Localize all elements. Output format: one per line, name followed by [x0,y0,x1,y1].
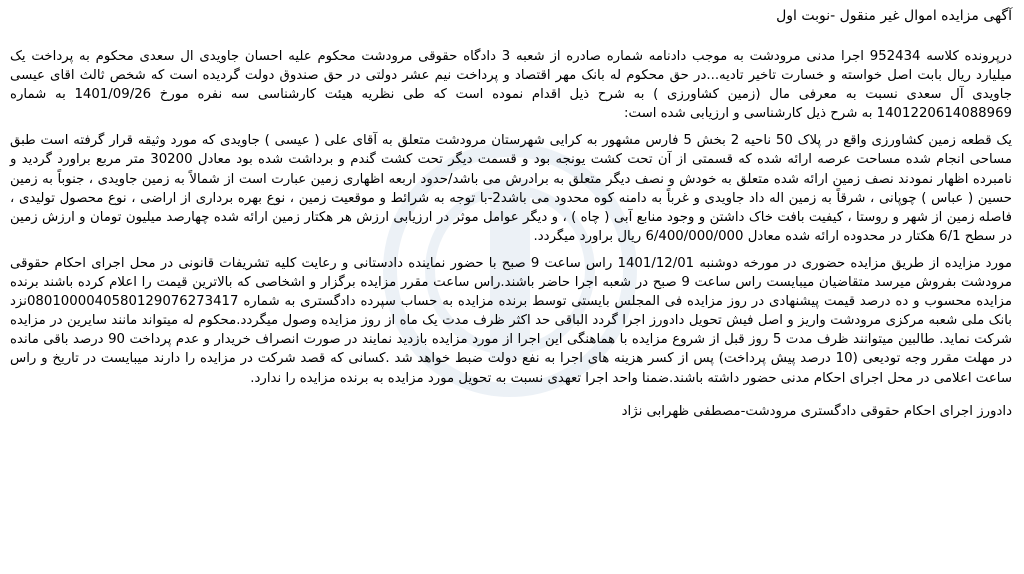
notice-title: آگهی مزایده اموال غیر منقول -نوبت اول [776,8,1012,24]
auction-notice [10,6,1012,574]
notice-signature: دادورز اجرای احکام حقوقی دادگستری مرودشت-مصطفی ظهرابی نژاد [621,403,1012,419]
notice-paragraph-property: یک قطعه زمین کشاورزی واقع در پلاک 50 ناحیه 2 بخش 5 فارس مشهور به کرایی شهرستان مرودشت متعلق به آقای علی ( عیسی ) جاویدی که مورد وثیقه قرار گرفته است طبق مساحی انجام شده مساحت عرصه ارائه شده که قسمتی از آن تحت کشت یونجه بود و قسمت دیگر تحت کشت گندم و برداشت شده بود معادل 30200 متر مربع براورد گردید و نامبرده اظهار نمودند نصف زمین ارائه شده متعلق به خودش و نصف دیگر متعلق به برادرش می باشد/حدود اربعه اظهاری زمین عبارت است از شمالاً به زمین جاویدی ، جنوباً به زمین حسین ( عباس ) چوپانی ، شرقاً به زمین اله داد جاویدی و غرباً به دامنه کوه محدود می باشد2-با توجه به شرائط و موقعیت زمین ، نوع بهره برداری از اراضی ، نوع محصول تولیدی ، فاصله زمین از شهر و روستا ، کیفیت بافت خاک داشتن و وجود منابع آبی ( چاه ) ، و دیگر عوامل موثر در ارزیابی ارزش هر هکتار زمین ارائه شده چهارصد میلیون تومان و ارزش زمین در سطح 6/1 هکتار در محدوده ارائه شده معادل 6/400/000/000 ریال براورد میگردد. [10,133,1013,244]
notice-paragraph-auction-terms: مورد مزایده از طریق مزایده حضوری در مورخه دوشنبه 1401/12/01 راس ساعت 9 صبح با حضور نماینده دادستانی و رعایت کلیه تشریفات قانونی در محل اجرای احکام حقوقی مرودشت بفروش میرسد متقاضیان میبایست راس ساعت 9 صبح در شعبه اجرا حاضر باشند.راس ساعت مقرر مزایده برگزار و اشخاصی که بالاترین قیمت را اعلام کرده باشند برنده مزایده محسوب و ده درصد قیمت پیشنهادی در روز مزایده فی المجلس بایستی توسط برنده مزایده به حساب سپرده دادگستری به شماره 0801000040580129076273417نزد بانک ملی شعبه مرکزی مرودشت واریز و اصل فیش تحویل دادورز اجرا گردد الباقی حد اکثر ظرف مدت یک ماه از روز مزایده وصول میگردد.محکوم له میتواند مانند سایرین در مزایده شرکت نماید. طالبین میتوانند ظرف مدت 5 روز قبل از شروع مزایده با هماهنگی این اجرا از مورد مزایده بازدید نمایند در صورت انصراف خریدار و عدم پرداخت 90 درصد باقی مانده در مهلت مقرر وجه تودیعی (10 درصد پیش پرداخت) پس از کسر هزینه های اجرا به نفع دولت ضبط خواهد شد .کسانی که قصد شرکت در مزایده را دارند میبایست در تاریخ و راس ساعت اعلامی در محل اجرای احکام مدنی حضور داشته باشند.ضمنا واحد اجرا تعهدی نسبت به تحویل مورد مزایده به برنده مزایده را ندارد. [10,255,1012,386]
notice-paragraph-case: درپرونده کلاسه 952434 اجرا مدنی مرودشت به موجب دادنامه شماره صادره از شعبه 3 دادگاه حقوقی مرودشت محکوم علیه احسان جاویدی ال سعدی محکوم به پرداخت یک میلیارد ریال بابت اصل خواسته و خسارت تاخیر تادیه...در حق محکوم له بانک مهر اقتصاد و پرداخت نیم عشر دولتی در حق صندوق دولت گردیده است که شخص ثالث اقای عیسی جاویدی آل سعدی نسبت به معرفی مال (زمین کشاورزی ) به شرح ذیل اقدام نموده است که طی نظریه هیئت کارشناسی سه نفره مورخ 1401/09/26 به شماره 1401220614088969 به شرح ذیل کارشناسی و ارزیابی شده است: [10,49,1012,122]
